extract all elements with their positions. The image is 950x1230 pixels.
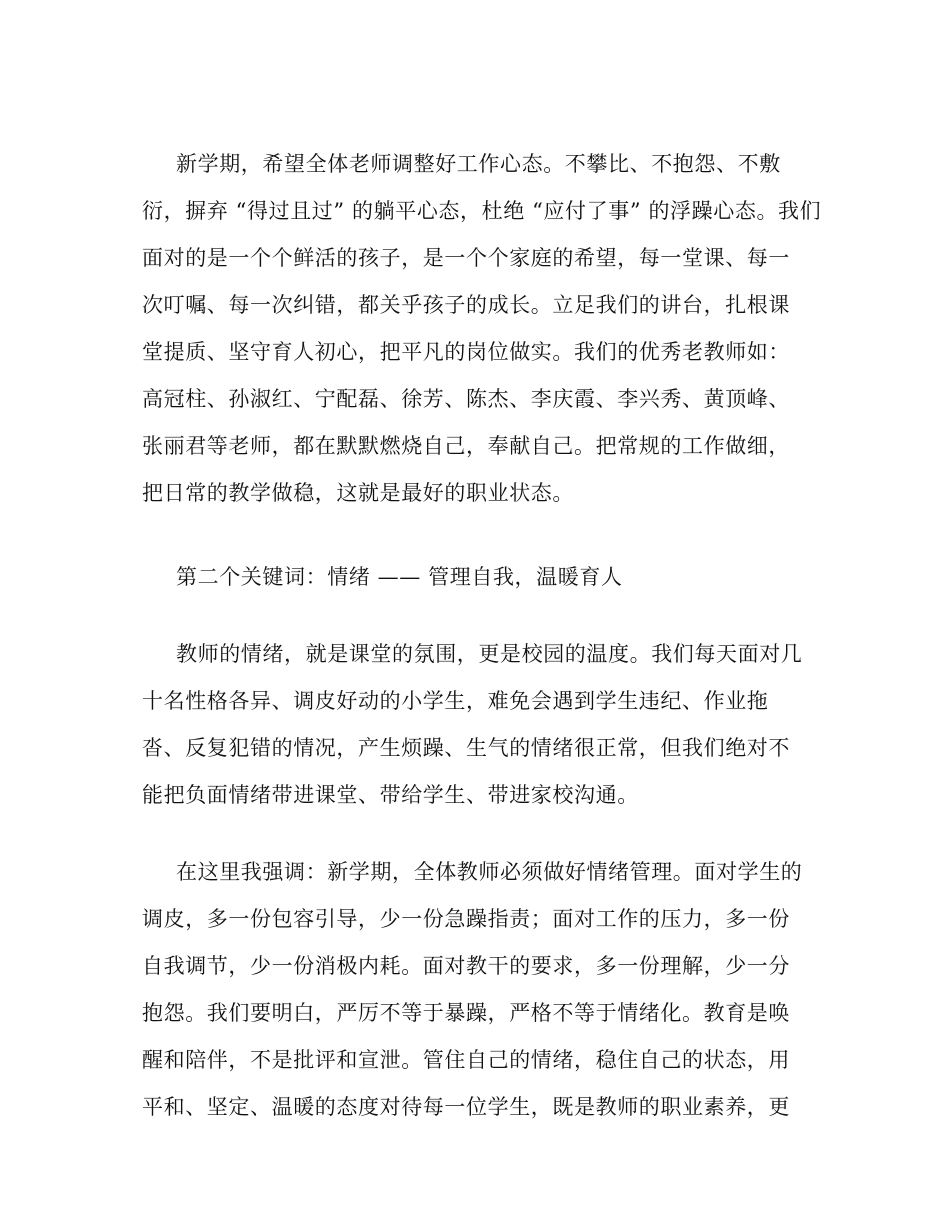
paragraph-2-line-4: 能把负面情绪带进课堂、带给学生、带进家校沟通。	[142, 783, 639, 807]
paragraph-1-line-1: 新学期，希望全体老师调整好工作心态。不攀比、不抱怨、不敷	[176, 152, 781, 176]
paragraph-3-line-3: 自我调节，少一份消极内耗。面对教干的要求，多一份理解，少一分	[142, 954, 790, 978]
paragraph-3-line-1: 在这里我强调：新学期，全体教师必须做好情绪管理。面对学生的	[176, 860, 803, 884]
paragraph-3-line-4: 抱怨。我们要明白，严厉不等于暴躁，严格不等于情绪化。教育是唤	[142, 1001, 790, 1025]
paragraph-1-line-8: 把日常的教学做稳，这就是最好的职业状态。	[142, 481, 574, 505]
paragraph-2-line-3: 沓、反复犯错的情况，产生烦躁、生气的情绪很正常，但我们绝对不	[142, 736, 790, 760]
paragraph-1-line-7: 张丽君等老师，都在默默燃烧自己，奉献自己。把常规的工作做细，	[142, 434, 790, 458]
paragraph-3-line-5: 醒和陪伴，不是批评和宣泄。管住自己的情绪，稳住自己的状态，用	[142, 1048, 790, 1072]
paragraph-1-line-5: 堂提质、坚守育人初心，把平凡的岗位做实。我们的优秀老教师如：	[142, 340, 790, 364]
paragraph-2-line-2: 十名性格各异、调皮好动的小学生，难免会遇到学生违纪、作业拖	[142, 689, 769, 713]
paragraph-1-line-6: 高冠柱、孙淑红、宁配磊、徐芳、陈杰、李庆霞、李兴秀、黄顶峰、	[142, 387, 790, 411]
section-heading-emotion: 第二个关键词：情绪 —— 管理自我，温暖育人	[176, 565, 623, 589]
paragraph-1-line-3: 面对的是一个个鲜活的孩子，是一个个家庭的希望，每一堂课、每一	[142, 246, 790, 270]
paragraph-3-line-6: 平和、坚定、温暖的态度对待每一位学生，既是教师的职业素养，更	[142, 1095, 790, 1119]
paragraph-3-line-2: 调皮，多一份包容引导，少一份急躁指责；面对工作的压力，多一份	[142, 907, 790, 931]
paragraph-1-line-4: 次叮嘱、每一次纠错，都关乎孩子的成长。立足我们的讲台，扎根课	[142, 293, 790, 317]
paragraph-2-line-1: 教师的情绪，就是课堂的氛围，更是校园的温度。我们每天面对几	[176, 642, 803, 666]
paragraph-1-line-2: 衍，摒弃 “得过且过” 的躺平心态，杜绝 “应付了事” 的浮躁心态。我们	[142, 199, 822, 223]
